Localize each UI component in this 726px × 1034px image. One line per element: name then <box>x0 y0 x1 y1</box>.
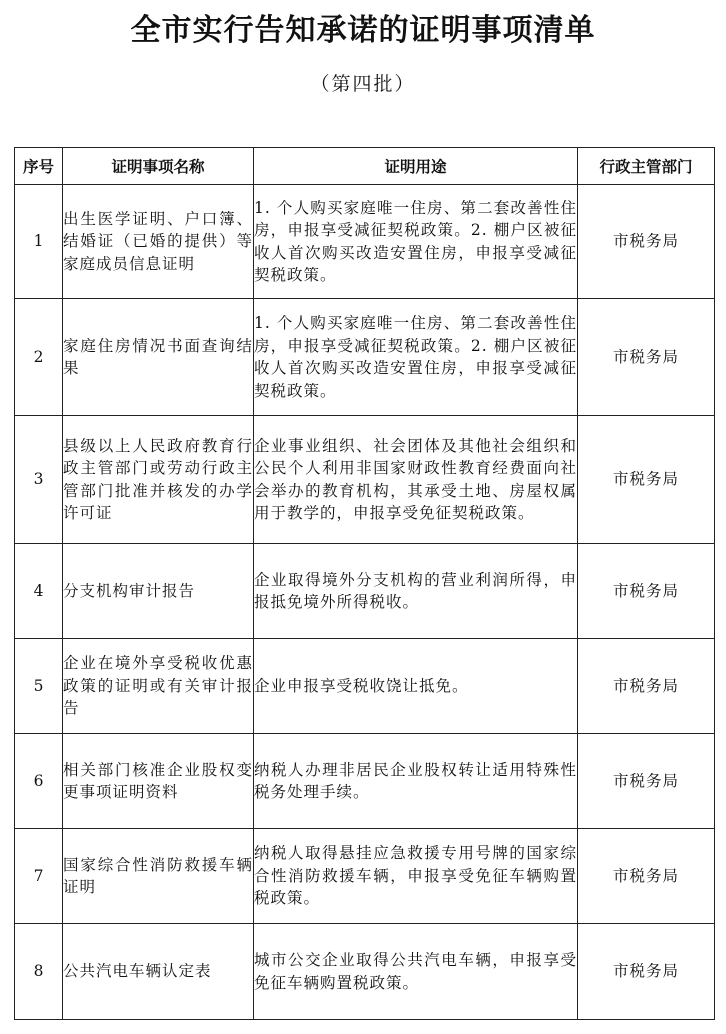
table-row <box>15 639 715 734</box>
row-serial-number: 5 <box>15 639 63 734</box>
row-serial-number: 6 <box>15 734 63 829</box>
row-purpose: 企业申报享受税收饶让抵免。 <box>254 639 578 734</box>
row-purpose: 企业取得境外分支机构的营业利润所得，申报抵免境外所得税收。 <box>254 544 578 639</box>
row-purpose: 纳税人取得悬挂应急救援专用号牌的国家综合性消防救援车辆，申报享受免征车辆购置税政策。 <box>254 829 578 924</box>
row-department: 市税务局 <box>578 829 715 924</box>
proof-items-table <box>14 147 715 1020</box>
row-item-name: 分支机构审计报告 <box>63 544 254 639</box>
row-department: 市税务局 <box>578 299 715 416</box>
row-item-name: 企业在境外享受税收优惠政策的证明或有关审计报告 <box>63 639 254 734</box>
row-department: 市税务局 <box>578 924 715 1020</box>
table-row <box>15 829 715 924</box>
row-serial-number: 1 <box>15 185 63 299</box>
table-row <box>15 416 715 544</box>
table-row <box>15 299 715 416</box>
row-department: 市税务局 <box>578 639 715 734</box>
row-serial-number: 7 <box>15 829 63 924</box>
document-title: 全市实行告知承诺的证明事项清单 <box>130 13 596 48</box>
header-serial-number: 序号 <box>15 148 63 185</box>
row-purpose: 1. 个人购买家庭唯一住房、第二套改善性住房，申报享受减征契税政策。2. 棚户区被征收人首次购买改造安置住房，申报享受减征契税政策。 <box>254 299 578 416</box>
row-item-name: 家庭住房情况书面查询结果 <box>63 299 254 416</box>
table-row <box>15 734 715 829</box>
row-item-name: 相关部门核准企业股权变更事项证明资料 <box>63 734 254 829</box>
row-purpose: 企业事业组织、社会团体及其他社会组织和公民个人利用非国家财政性教育经费面向社会举办的教育机构，其承受土地、房屋权属用于教学的，申报享受免征契税政策。 <box>254 416 578 544</box>
header-department: 行政主管部门 <box>578 148 715 185</box>
row-department: 市税务局 <box>578 734 715 829</box>
table-row <box>15 924 715 1020</box>
row-department: 市税务局 <box>578 416 715 544</box>
row-item-name: 出生医学证明、户口簿、结婚证（已婚的提供）等家庭成员信息证明 <box>63 185 254 299</box>
row-serial-number: 4 <box>15 544 63 639</box>
row-serial-number: 2 <box>15 299 63 416</box>
row-serial-number: 3 <box>15 416 63 544</box>
row-department: 市税务局 <box>578 544 715 639</box>
row-purpose: 城市公交企业取得公共汽电车辆，申报享受免征车辆购置税政策。 <box>254 924 578 1020</box>
header-purpose: 证明用途 <box>254 148 578 185</box>
row-serial-number: 8 <box>15 924 63 1020</box>
row-item-name: 国家综合性消防救援车辆证明 <box>63 829 254 924</box>
header-item-name: 证明事项名称 <box>63 148 254 185</box>
table-row <box>15 185 715 299</box>
row-item-name: 县级以上人民政府教育行政主管部门或劳动行政主管部门批准并核发的办学许可证 <box>63 416 254 544</box>
row-item-name: 公共汽电车辆认定表 <box>63 924 254 1020</box>
row-purpose: 纳税人办理非居民企业股权转让适用特殊性税务处理手续。 <box>254 734 578 829</box>
table-header-row <box>15 148 715 185</box>
document-subtitle: （第四批） <box>310 73 416 95</box>
table-row <box>15 544 715 639</box>
row-purpose: 1. 个人购买家庭唯一住房、第二套改善性住房，申报享受减征契税政策。2. 棚户区被征收人首次购买改造安置住房，申报享受减征契税政策。 <box>254 185 578 299</box>
row-department: 市税务局 <box>578 185 715 299</box>
